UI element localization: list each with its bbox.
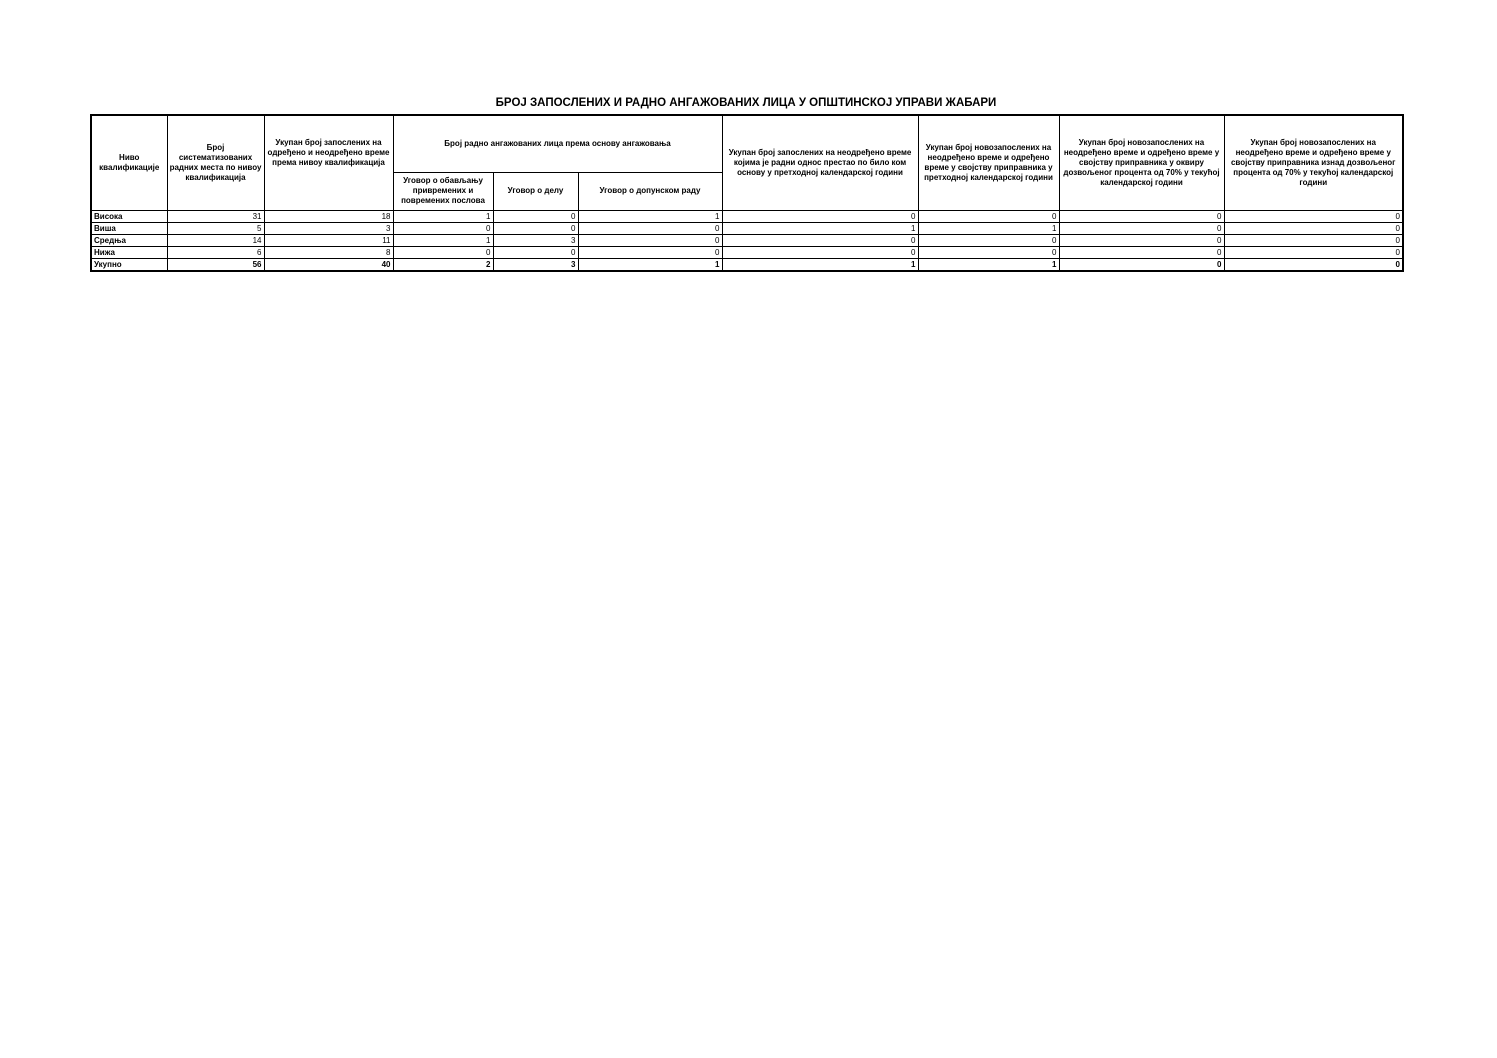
cell-total-employed: 8 [264, 246, 393, 258]
cell-level: Средња [91, 234, 167, 246]
cell-new-current-above: 0 [1224, 210, 1403, 222]
table-row [91, 222, 1403, 234]
header-engaged-temp: Уговор о обављању привремених и повремених послова [393, 172, 493, 210]
document-title: БРОЈ ЗАПОСЛЕНИХ И РАДНО АНГАЖОВАНИХ ЛИЦА У ОПШТИНСКОЈ УПРАВИ ЖАБАРИ [495, 97, 997, 109]
header-terminated-prev: Укупан број запослених на неодређено време којима је радни однос престао по било ком основу у претходној календарској години [722, 115, 918, 210]
cell-engaged-temp: 1 [393, 234, 493, 246]
header-engaged-additional: Уговор о допунском раду [578, 172, 722, 210]
cell-level: Укупно [91, 258, 167, 271]
table-row [91, 210, 1403, 222]
cell-total-employed: 18 [264, 210, 393, 222]
cell-new-prev: 0 [918, 246, 1059, 258]
cell-new-current-above: 0 [1224, 246, 1403, 258]
header-new-prev: Укупан број новозапослених на неодређено време и одређено време у својству приправника у претходној календарској години [918, 115, 1059, 210]
cell-terminated-prev: 0 [722, 210, 918, 222]
cell-systematized: 14 [167, 234, 264, 246]
header-total-employed: Укупан број запослених на одређено и неодређено време према нивоу квалификација [264, 115, 393, 210]
cell-engaged-contract: 0 [493, 210, 578, 222]
cell-engaged-additional: 1 [578, 210, 722, 222]
cell-engaged-additional: 0 [578, 246, 722, 258]
cell-engaged-temp: 0 [393, 246, 493, 258]
cell-engaged-contract: 0 [493, 246, 578, 258]
cell-engaged-contract: 3 [493, 234, 578, 246]
cell-level: Нижа [91, 246, 167, 258]
cell-new-prev: 1 [918, 222, 1059, 234]
cell-terminated-prev: 0 [722, 246, 918, 258]
cell-systematized: 6 [167, 246, 264, 258]
cell-total-employed: 11 [264, 234, 393, 246]
cell-systematized: 5 [167, 222, 264, 234]
cell-new-current-within: 0 [1059, 210, 1224, 222]
header-new-current-within: Укупан број новозапослених на неодређено време и одређено време у својству приправника у оквиру дозвољеног процента од 70% у текућој календарској години [1059, 115, 1224, 210]
header-systematized: Број систематизованих радних места по нивоу квалификација [167, 115, 264, 210]
cell-new-current-above: 0 [1224, 222, 1403, 234]
table-row [91, 234, 1403, 246]
cell-engaged-contract: 3 [493, 258, 578, 271]
cell-terminated-prev: 1 [722, 258, 918, 271]
cell-new-current-within: 0 [1059, 234, 1224, 246]
cell-engaged-additional: 0 [578, 234, 722, 246]
cell-new-prev: 0 [918, 234, 1059, 246]
cell-new-prev: 1 [918, 258, 1059, 271]
header-new-current-above: Укупан број новозапослених на неодређено време и одређено време у својству приправника изнад дозвољеног процента од 70% у текућој календарској години [1224, 115, 1403, 210]
cell-engaged-temp: 1 [393, 210, 493, 222]
table-row [91, 246, 1403, 258]
cell-level: Висока [91, 210, 167, 222]
cell-terminated-prev: 0 [722, 234, 918, 246]
cell-new-current-within: 0 [1059, 222, 1224, 234]
cell-level: Виша [91, 222, 167, 234]
cell-new-current-above: 0 [1224, 234, 1403, 246]
employment-table [90, 114, 1404, 272]
cell-new-current-above: 0 [1224, 258, 1403, 271]
cell-systematized: 56 [167, 258, 264, 271]
cell-terminated-prev: 1 [722, 222, 918, 234]
table-row-total [91, 258, 1403, 271]
cell-new-current-within: 0 [1059, 258, 1224, 271]
cell-systematized: 31 [167, 210, 264, 222]
cell-engaged-contract: 0 [493, 222, 578, 234]
cell-engaged-additional: 1 [578, 258, 722, 271]
header-engaged-group: Број радно ангажованих лица према основу ангажовања [393, 115, 722, 172]
header-engaged-contract: Уговор о делу [493, 172, 578, 210]
cell-new-current-within: 0 [1059, 246, 1224, 258]
header-level: Ниво квалификације [91, 115, 167, 210]
cell-engaged-temp: 0 [393, 222, 493, 234]
cell-total-employed: 3 [264, 222, 393, 234]
cell-engaged-additional: 0 [578, 222, 722, 234]
cell-total-employed: 40 [264, 258, 393, 271]
cell-new-prev: 0 [918, 210, 1059, 222]
cell-engaged-temp: 2 [393, 258, 493, 271]
